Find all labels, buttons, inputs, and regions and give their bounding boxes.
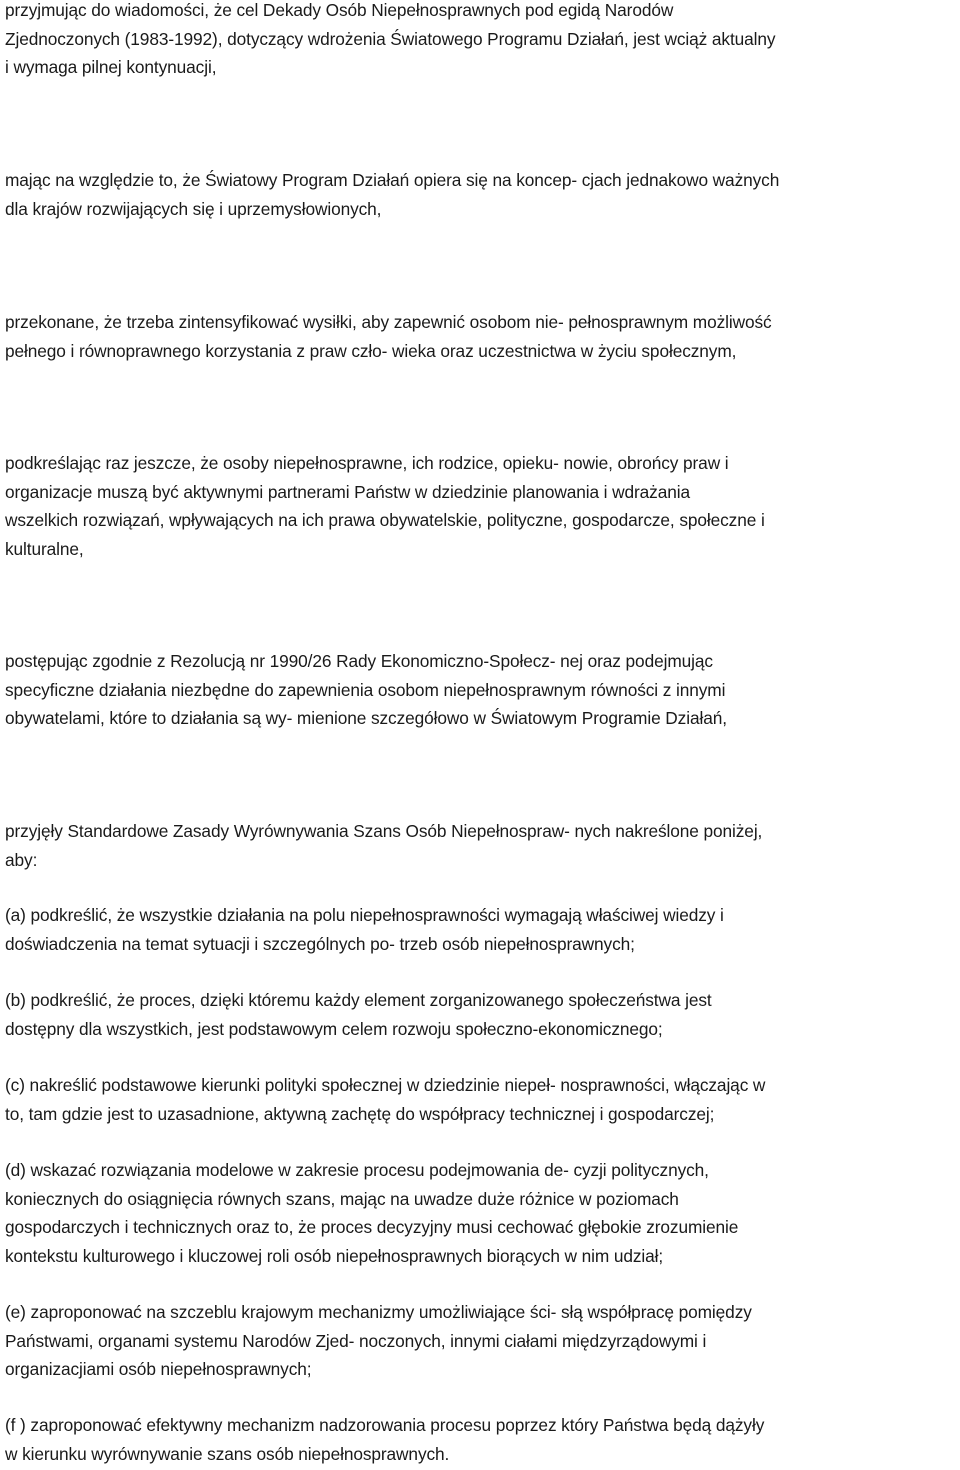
- paragraph-world-programme: mając na względzie to, że Światowy Program Działań opiera się na koncep- cjach jednakowo ważnych dla krajów rozwijających się i uprzemysłowionych,: [5, 170, 780, 219]
- list-item-f: (f ) zaproponować efektywny mechanizm nadzorowania procesu poprzez który Państwa będą dążyły w kierunku wyrównywanie szans osób niepełnosprawnych.: [5, 1415, 765, 1464]
- list-item-e: (e) zaproponować na szczeblu krajowym mechanizmy umożliwiające ści- słą współpracę pomiędzy Państwami, organami systemu Narodów Zjed- noczonych, innymi ciałami międzyrządowymi i organizacjiami osób niepełnosprawnych;: [5, 1302, 752, 1380]
- paragraph-partners: podkreślając raz jeszcze, że osoby niepełnosprawne, ich rodzice, opieku- nowie, obrońcy praw i organizacje muszą być aktywnymi partnerami Państw w dziedzinie planowania i wdrażania wszelkich rozwiązań, wpływających na ich prawa obywatelskie, polityczne, gospodarcze, społeczne i kulturalne,: [5, 453, 765, 559]
- list-item-c: (c) nakreślić podstawowe kierunki polityki społecznej w dziedzinie niepeł- nosprawności, włączając w to, tam gdzie jest to uzasadnione, aktywną zachętę do współpracy technicznej i gospodarczej;: [5, 1075, 766, 1124]
- paragraph-intensify-efforts: przekonane, że trzeba zintensyfikować wysiłki, aby zapewnić osobom nie- pełnosprawnym możliwość pełnego i równoprawnego korzystania z praw czło- wieka oraz uczestnictwa w życiu społecznym,: [5, 312, 772, 361]
- paragraph-resolution: postępując zgodnie z Rezolucją nr 1990/26 Rady Ekonomiczno-Społecz- nej oraz podejmując specyficzne działania niezbędne do zapewnienia osobom niepełnosprawnym równości z innymi obywatelami, które to działania są wy- mienione szczegółowo w Światowym Programie Działań,: [5, 651, 727, 729]
- list-item-a: (a) podkreślić, że wszystkie działania na polu niepełnosprawności wymagają właściwej wiedzy i doświadczenia na temat sytuacji i szczególnych po- trzeb osób niepełnosprawnych;: [5, 905, 724, 954]
- paragraph-decade-review: przyjmując do wiadomości, że cel Dekady Osób Niepełnosprawnych pod egidą Narodów Zjednoczonych (1983-1992), dotyczący wdrożenia Światowego Programu Działań, jest wciąż aktualny i wymaga pilnej kontynuacji,: [5, 0, 776, 78]
- paragraph-adopted-rules: przyjęły Standardowe Zasady Wyrównywania Szans Osób Niepełnospraw- nych nakreślone poniżej, aby:: [5, 821, 763, 870]
- list-item-b: (b) podkreślić, że proces, dzięki któremu każdy element zorganizowanego społeczeństwa jest dostępny dla wszystkich, jest podstawowym celem rozwoju społeczno-ekonomicznego;: [5, 990, 712, 1039]
- list-item-d: (d) wskazać rozwiązania modelowe w zakresie procesu podejmowania de- cyzji politycznych, koniecznych do osiągnięcia równych szans, mając na uwadze duże różnice w poziomach gospodarczych i technicznych oraz to, że proces decyzyjny musi cechować głębokie zrozumienie kontekstu kulturowego i kluczowej roli osób niepełnosprawnych biorących w nim udział;: [5, 1160, 739, 1266]
